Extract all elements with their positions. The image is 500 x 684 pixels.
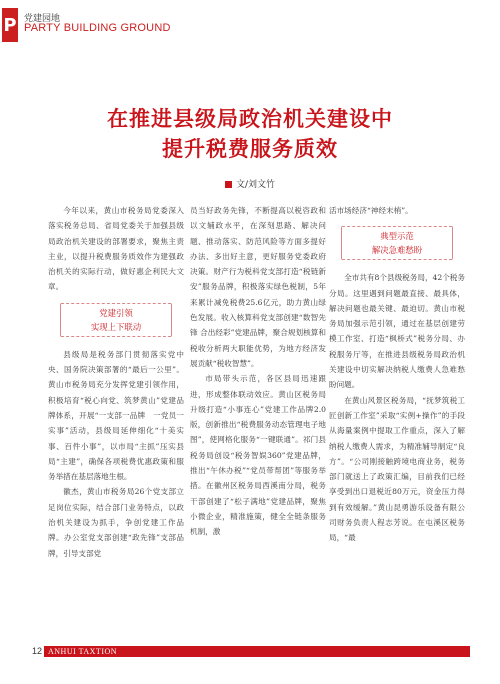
subheading-line-1: 党建引领 <box>99 307 133 318</box>
paragraph: 在黄山风景区税务局，“抚梦筑税工匠创新工作室”采取“实例+操作”的手段从海量案例中提取工作重点，深入了解纳税人缴费人需求，为精准辅导制定“良方”。“公司刚接触跨境电商业务，税务部门就送上了政策汇编，目前我们已经享受到出口退税近80万元，资金压力得到有效缓解。”黄山昆勇游乐设备有限公司财务负责人程志芳说。在屯溪区税务局，“最 <box>329 395 465 543</box>
paragraph: 活市场经济“神经末梢”。 <box>329 206 413 215</box>
paragraph: 县级局是税务部门贯彻落实党中央、国务院决策部署的“最后一公里”。黄山市税务局充分发挥党建引领作用，积极培育“税心向党、筑梦黄山”党建品牌体系，开展“一支部一品牌 一党员一实事”活动，县级局延伸细化“十美实事、百件小事”，以市局“主抓”压实县局“主建”，确保各项税费优惠政策和服务举措在基层落地生根。 <box>48 349 184 482</box>
subheading-box <box>60 303 172 337</box>
article-title-line-2: 提升税费服务质效 <box>162 137 338 161</box>
paragraph: 今年以来，黄山市税务局党委深入落实税务总局、省局党委关于加强县级局政治机关建设的部署要求，聚焦主责主业，以提升税费服务质效作为建强政治机关的实际行动，做好惠企利民大文章。 <box>48 206 184 292</box>
section-badge: P <box>2 8 18 42</box>
page-number: 12 <box>31 646 42 656</box>
byline-square-icon <box>225 181 232 188</box>
byline <box>0 177 500 190</box>
section-title-cn: 党建园地 <box>24 14 61 24</box>
subheading-line-2: 解决急难愁盼 <box>371 245 423 256</box>
magazine-name: ANHUI TAXTION <box>48 647 118 656</box>
column-2 <box>190 203 326 540</box>
column-3 <box>329 203 465 546</box>
subheading-line-1: 典型示范 <box>380 231 414 242</box>
paragraph: 市局带头示范，各区县局迅速跟进，形成整体联动效应。黄山区税务局升级打造“小事连心”党建工作品牌2.0版，创新推出“税费服务动态管理电子地图”，使网格化服务“一键联通”。祁门县税务局创设“税务智娱360”党建品牌，推出“午休办税”“党员带帮团”等服务举措。在徽州区税务局西溪南分局，税务干部创建了“松子满地”党建品牌，聚焦小微企业，精准施策，健全全链条服务机制，激 <box>190 374 326 537</box>
article-title-line-1: 在推进县级局政治机关建设中 <box>107 107 393 131</box>
subheading-box <box>341 226 453 260</box>
author-name: 文/刘文竹 <box>235 180 276 190</box>
subheading-line-2: 实现上下联动 <box>90 321 142 332</box>
paragraph: 全市共有8个县级税务局，42个税务分局。这里遇到问题最直接、最具体，解决问题也最关键、最迫切。黄山市税务局加强示范引领，通过在基层创建劳模工作室、打造“枫桥式”税务分局、办税服务厅等，在推进县级税务局政治机关建设中切实解决纳税人缴费人急难愁盼问题。 <box>329 273 465 390</box>
paragraph: 员当好政务先锋，不断提高以税咨政和以文辅政水平，在深刻思路、解决问题、推动落实、防范风险等方面多提好办法、多出好主意，更好服务党委政府决策。财产行为税科党支部打造“税链新安”服务品牌，积极落实绿色税制，5年来累计减免税费25.6亿元，助力黄山绿色发展。收入核算科党支部创建“数智先锋 合出经彩”党建品牌，聚合规划核算和税收分析两大职能优势，为地方经济发展贡献“税收智慧”。 <box>190 206 326 368</box>
column-1 <box>48 203 184 561</box>
paragraph: 徽杰，黄山市税务局26个党支部立足岗位实际，结合部门业务特点，以政治机关建设为抓手，争创党建工作品牌。办公室党支部创建“政先锋”支部品牌，引导支部党 <box>48 487 184 558</box>
section-title-en: PARTY BUILDING GROUND <box>24 22 171 34</box>
